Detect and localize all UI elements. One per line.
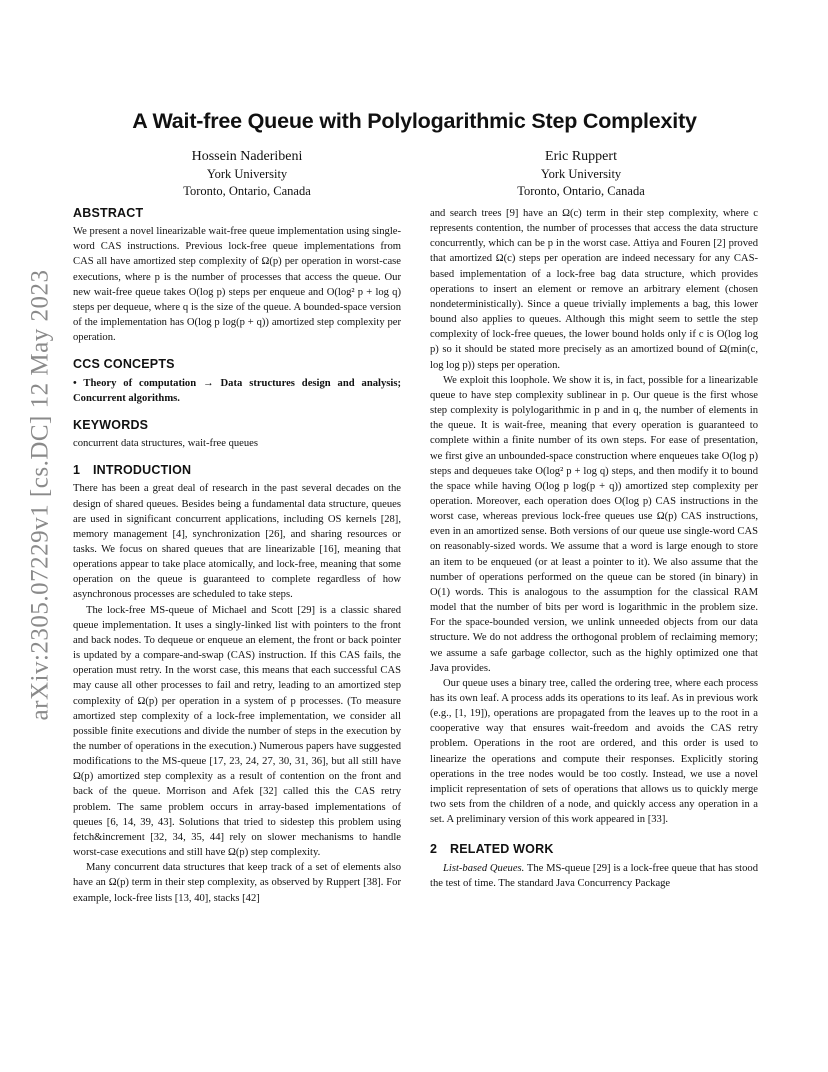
related-work-text: The MS-queue [29] is a lock-free queue that has stood the test of time. The standard Java Concurrency Package <box>430 862 758 889</box>
right-column <box>430 206 758 891</box>
keywords-heading: KEYWORDS <box>73 417 149 432</box>
arxiv-identifier-text: arXiv:2305.07229v1 [cs.DC] 12 May 2023 <box>26 269 53 721</box>
section-number: 1 <box>73 463 81 478</box>
author-name: Eric Ruppert <box>545 149 617 164</box>
ccs-text: • Theory of computation → Data structures design and analysis; Concurrent algorithms. <box>73 377 401 404</box>
author-affiliation: York University <box>540 167 622 181</box>
abstract-text: We present a novel linearizable wait-free queue implementation using single-word CAS instructions. Previous lock-free queue implementations from CAS all have amortized step complexity of Ω(p) per operation in worst-case executions, where p is the number of processes that access the queue. Our new wait-free queue takes O(log p) steps per enqueue and O(log² p + log q) steps per dequeue, where q is the size of the queue. A bounded-space version of the implementation has O(log p log(p + q)) amortized step complexity per operation. <box>73 226 401 344</box>
keywords-text: concurrent data structures, wait-free queues <box>73 438 259 450</box>
arxiv-identifier <box>22 269 58 721</box>
related-work-paragraph <box>430 861 758 891</box>
author-block-1 <box>77 148 417 199</box>
introduction-heading <box>73 463 401 478</box>
intro-paragraph-5: Our queue uses a binary tree, called the ordering tree, where each process has its own leaf. A process adds its operations to its leaf. As in previous work (e.g., [1, 19]), operations are propagated from the leaves up to the root in a cooperative way that ensures wait-freedom and avoids the CAS retry problem. Operations in the root are ordered, and this order is used to linearize the operations and compute their responses. Explicitly storing operations in the tree nodes would be too costly. Instead, we use a novel implicit representation of sets of operations that allows us to quickly merge two sets from the children of a node, and quickly access any operation in a set. A preliminary version of this work appeared in [33]. <box>430 677 758 826</box>
author-name: Hossein Naderibeni <box>191 149 303 164</box>
ccs-heading: CCS CONCEPTS <box>73 357 175 372</box>
intro-paragraph-2: The lock-free MS-queue of Michael and Scott [29] is a classic shared queue implementation. It uses a singly-linked list with pointers to the front and back nodes. To dequeue or enqueue an element, the front or back pointer is updated by a compare-and-swap (CAS) instruction. If this CAS fails, the operation must retry. In the worst case, this means that each successful CAS may cause all other processes to fail and retry, leading to an amortized step complexity of Ω(p) per operation in a system of p processes. (To measure amortized step complexity of a lock-free implementation, we consider all possible finite executions and divide the number of steps in the execution by the number of operations in the execution.) Numerous papers have suggested modifications to the MS-queue [17, 23, 24, 27, 30, 31, 36], but all still have Ω(p) amortized step complexity as a result of contention on the front and back of the queue. Morrison and Afek [32] called this the CAS retry problem. The same problem occurs in array-based implementations of queues [6, 14, 39, 43]. Solutions that tried to sidestep this problem using fetch&increment [32, 34, 35, 44] rely on slower mechanisms to handle worst-case executions and still have Ω(p) step complexity. <box>73 604 401 859</box>
section-title: INTRODUCTION <box>93 463 192 478</box>
author-block-2 <box>411 148 751 199</box>
author-affiliation: York University <box>206 167 288 181</box>
intro-paragraph-3-continued: and search trees [9] have an Ω(c) term in their step complexity, where c represents contention, the number of processes that access the data structure concurrently, which can be p in the worst case. Attiya and Fouren [2] proved that amortized Ω(c) steps per operation are indeed necessary for any CAS-based implementation of a lock-free bag data structure, which provides operations to insert an element or remove an arbitrary element (chosen nondeterministically). Since a queue trivially implements a bag, this lower bound also applies to queues. Although this might seem to settle the step complexity of lock-free queues, the lower bound holds only if c is O(log log p) so it should be stated more precisely as an amortized bound of Ω(min(c, log log p)) steps per operation. <box>430 208 758 371</box>
abstract-heading: ABSTRACT <box>73 206 144 220</box>
intro-paragraph-3: Many concurrent data structures that keep track of a set of elements also have an Ω(p) term in their step complexity, as observed by Ruppert [38]. For example, lock-free lists [13, 40], stacks [42] <box>73 862 401 904</box>
intro-paragraph-1: There has been a great deal of research in the past several decades on the design of shared queues. Besides being a fundamental data structure, queues are used in significant concurrent applications, including OS kernels [28], memory management [4], synchronization [26], and sharing resources or tasks. We focus on shared queues that are linearizable [16], meaning that operations appear to take place atomically, and lock-free, meaning that some operation on the queue is guaranteed to complete regardless of how asynchronous processes are scheduled to take steps. <box>73 483 401 601</box>
left-column <box>73 206 401 906</box>
intro-paragraph-4: We exploit this loophole. We show it is, in fact, possible for a linearizable queue to have step complexity sublinear in p. Our queue is the first whose step complexity is polylogarithmic in p and in q, the number of elements in the queue. It is wait-free, meaning that every operation is guaranteed to complete within a finite number of its own steps. For ease of presentation, we first give an unbounded-space construction where enqueues take O(log p) steps and dequeues take O(log² p + log q) steps, and then modify it to bound the space while having O(log p log(p + q)) amortized step complexity per operation. Moreover, each operation does O(log p) CAS instructions in the worst case, whereas previous lock-free queues use Ω(p) CAS instructions, even in an amortized sense. Both versions of our queue use single-word CAS on reasonably-sized words. We assume that a word is large enough to store an item to be enqueued (or at least a pointer to it). We also assume that the number of operations performed on the queue can be stored (in binary) in O(1) words. This is analogous to the assumption for the classical RAM model that the number of bits per word is logarithmic in the problem size. For the space-bounded version, we unlink unneeded objects from our data structure. We do not address the orthogonal problem of reclaiming memory; we assume a safe garbage collector, such as the highly optimized one that Java provides. <box>430 374 758 674</box>
section-title: RELATED WORK <box>450 842 554 857</box>
paper-title: A Wait-free Queue with Polylogarithmic Step Complexity <box>132 109 697 133</box>
author-location: Toronto, Ontario, Canada <box>517 183 645 198</box>
subsection-heading: List-based Queues. <box>443 862 525 874</box>
author-location: Toronto, Ontario, Canada <box>183 183 311 198</box>
related-work-heading <box>430 842 758 857</box>
section-number: 2 <box>430 842 438 857</box>
